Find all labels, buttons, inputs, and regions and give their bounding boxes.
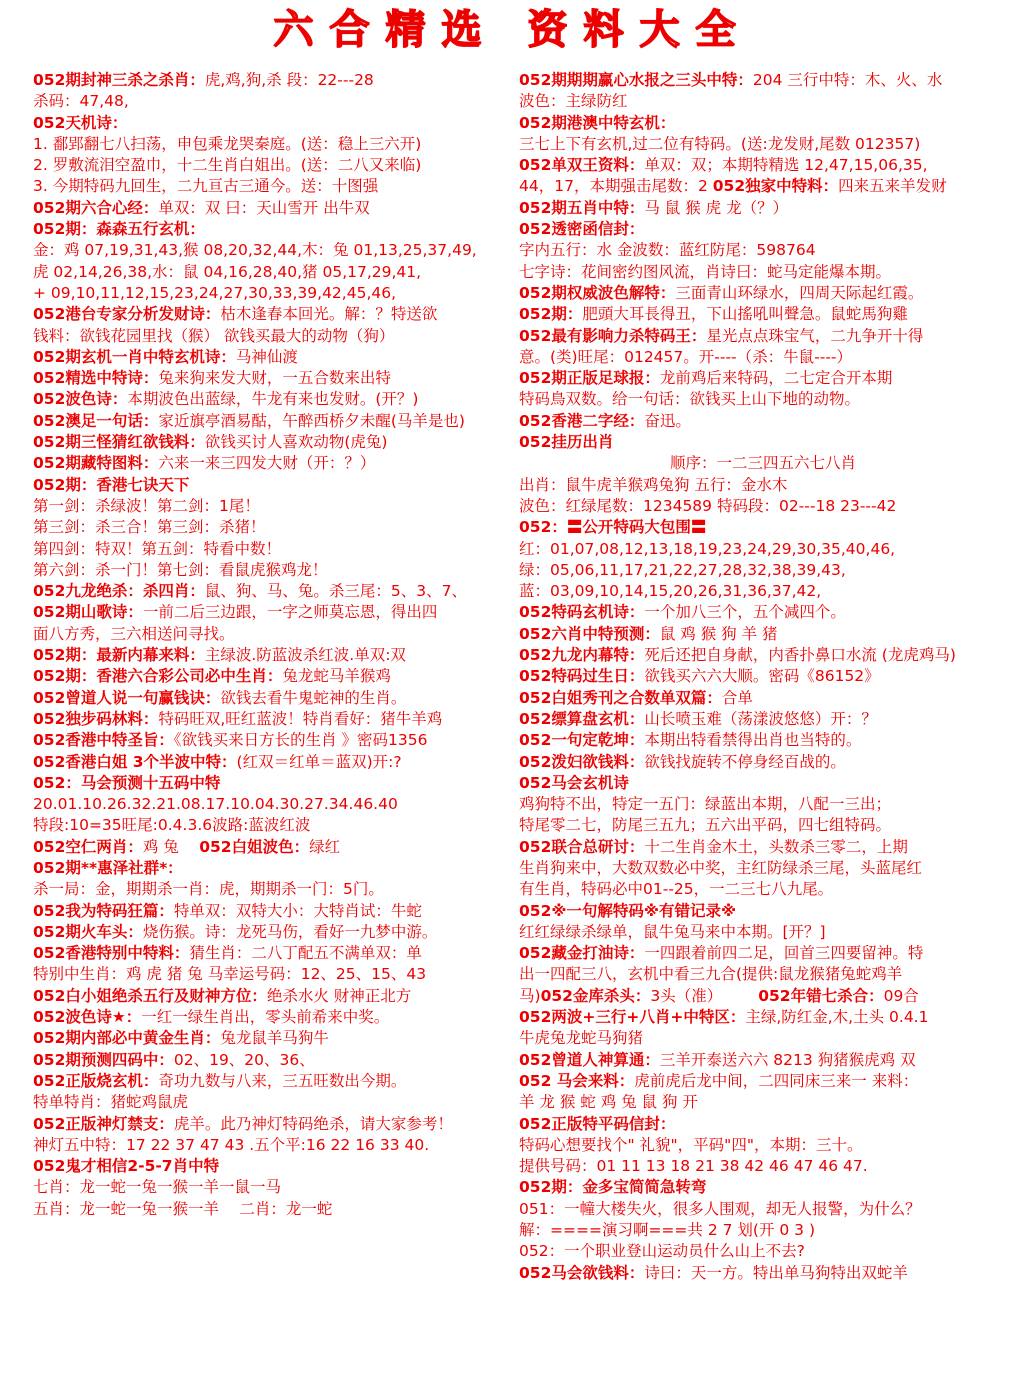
text-line	[33, 666, 521, 687]
text-line	[33, 794, 521, 815]
section-text: 字内五行：水 金波数：蓝红防尾：598764	[519, 241, 816, 260]
section-heading: 052精选中特诗：	[33, 369, 159, 388]
text-line	[519, 1241, 1007, 1262]
text-line	[519, 326, 1007, 347]
section-heading: 052期藏特图料：	[33, 454, 159, 473]
text-line	[519, 943, 1007, 964]
section-text: 顺序：一二三四五六七八肖	[669, 454, 856, 473]
section-text: 特单特肖：猪蛇鸡鼠虎	[33, 1093, 189, 1112]
text-line	[519, 815, 1007, 836]
text-line	[519, 368, 1007, 389]
text-line	[519, 240, 1007, 261]
text-line	[519, 858, 1007, 879]
section-text: 枯木逢春本回光。解：？特送欲	[220, 305, 438, 324]
section-heading: 052香港白姐 3个半波中特：	[33, 752, 237, 771]
text-line	[33, 688, 521, 709]
section-heading: 052曾道人说一句赢钱诀：	[33, 688, 221, 707]
text-line	[33, 326, 521, 347]
text-line	[519, 1135, 1007, 1156]
section-heading: 052正版神灯禁支：	[33, 1114, 174, 1133]
section-text: 六来一来三四发大财（开：？）	[158, 454, 376, 473]
section-text: 兔来狗来发大财，一五合数来出特	[158, 369, 391, 388]
section-heading: 052期玄机一肖中特玄机诗：	[33, 347, 236, 366]
section-text: 杀一局：金，期期杀一肖：虎，期期杀一门：5门。	[33, 880, 384, 899]
section-text: 1. 鄱郢翻七八扫荡，申包乘龙哭秦庭。(送：稳上三六开)	[33, 134, 422, 153]
section-heading: 052曾道人神算通：	[519, 1050, 660, 1069]
section-heading: 052期港澳中特玄机：	[519, 113, 676, 132]
section-heading: 052：〓公开特码大包围〓	[519, 518, 707, 537]
section-text: 204 三行中特：木、火、水	[752, 71, 943, 89]
section-text: 特别中生肖：鸡 虎 猪 兔 马幸运号码：12、25、15、43	[33, 965, 427, 984]
text-line	[33, 113, 521, 134]
text-line	[33, 304, 521, 325]
section-text: 合单	[721, 688, 753, 707]
text-line	[33, 517, 521, 538]
section-text: 虎,鸡,狗,杀 段：22---28	[204, 71, 374, 89]
section-heading: 052期正版足球报：	[519, 369, 660, 388]
text-line	[519, 198, 1007, 219]
section-heading: 052年错七杀合：	[758, 986, 884, 1005]
text-line	[33, 539, 521, 560]
text-line	[519, 560, 1007, 581]
section-heading: 052特码过生日：	[519, 667, 645, 686]
section-heading: 052马会玄机诗	[519, 773, 629, 792]
section-text: 意。(类)旺尾：012457。开----（杀：牛鼠----）	[519, 347, 853, 366]
section-text: 绿：05,06,11,17,21,22,27,28,32,38,39,43,	[519, 560, 846, 579]
text-line	[33, 496, 521, 517]
section-heading: 052※一句解特码※有错记录※	[519, 901, 737, 920]
text-line	[519, 1156, 1007, 1177]
section-text: 一前二后三边跟，一字之师莫忘恩，得出四	[142, 603, 438, 622]
text-line	[519, 879, 1007, 900]
section-text: 主绿波.防蓝波杀红波.单双:双	[204, 646, 406, 665]
text-line	[519, 389, 1007, 410]
section-heading: 052期五肖中特：	[519, 198, 645, 217]
text-line	[519, 688, 1007, 709]
section-text: 44，17，本期强击尾数：2	[519, 177, 713, 196]
text-line	[519, 730, 1007, 751]
section-text: 3头（准）	[650, 986, 759, 1005]
section-text: 死后还把自身献，内香扑鼻口水流 (龙虎鸡马)	[644, 646, 956, 665]
section-text: 奋迅。	[644, 411, 691, 430]
section-heading: 052最有影响力杀特码王：	[519, 326, 707, 345]
section-heading: 052期：香港七诀天下	[33, 475, 190, 494]
text-line	[33, 1156, 521, 1177]
text-line	[519, 91, 1007, 112]
text-line	[33, 943, 521, 964]
section-heading: 052香港二字经：	[519, 411, 645, 430]
section-text: 欲钱去看牛鬼蛇神的生肖。	[220, 688, 407, 707]
text-line	[33, 198, 521, 219]
section-text: 红：01,07,08,12,13,18,19,23,24,29,30,35,40,46,	[519, 539, 896, 558]
text-line	[33, 773, 521, 794]
section-text: 三七上下有玄机,过二位有特码。(送:龙发财,尾数 012357)	[519, 134, 921, 153]
text-line	[519, 283, 1007, 304]
text-line	[519, 837, 1007, 858]
section-heading: 052波色诗★：	[33, 1008, 142, 1027]
section-text: 20.01.10.26.32.21.08.17.10.04.30.27.34.46.40	[33, 795, 398, 814]
section-text: 红红绿绿杀绿单，鼠牛兔马来中本期。[开？]	[519, 922, 826, 941]
section-text: 主绿,防红金,木,土头 0.4.1	[745, 1008, 929, 1027]
section-text: 鸡狗特不出，特定一五门：绿蓝出本期，八配一三出；	[519, 795, 892, 814]
section-text: 诗曰：天一方。特出单马狗特出双蛇羊	[644, 1263, 908, 1282]
text-line	[33, 752, 521, 773]
section-heading: 052六肖中特预测：	[519, 624, 660, 643]
text-line	[519, 964, 1007, 985]
section-text: 鼠、狗、马、兔。杀三尾：5、3、7、	[204, 582, 467, 601]
section-heading: 052马会欲钱料：	[519, 1263, 645, 1282]
section-heading: 052期三怪猜红欲钱料：	[33, 433, 205, 452]
section-text: 02、19、20、36、	[173, 1050, 315, 1069]
section-text: 神灯五中特：17 22 37 47 43 .五个平:16 22 16 33 40.	[33, 1135, 430, 1154]
section-text: 特段:10=35旺尾:0.4.3.6波路:蓝波红波	[33, 816, 311, 835]
text-line	[519, 155, 1007, 176]
text-line	[33, 453, 521, 474]
section-heading: 052九龙绝杀：杀四肖：	[33, 582, 205, 601]
text-line	[33, 709, 521, 730]
section-text: 解：====演习啊===共 2 7 划(开 0 3 )	[519, 1221, 816, 1240]
section-text: 钱料：欲钱花园里找（猴） 欲钱买最大的动物（狗）	[33, 326, 395, 345]
section-text: 虎羊。此乃神灯特码绝杀，请大家参考！	[173, 1114, 453, 1133]
section-text: 特尾零二七，防尾三五九；五六出平码，四七组特码。	[519, 816, 892, 835]
text-line	[33, 1050, 521, 1071]
text-line	[519, 986, 1007, 1007]
section-text: 3. 今期特码九回生，二九亘古三通今。送：十图强	[33, 177, 379, 196]
section-text: 第一剑：杀绿波！第二剑：1尾！	[33, 496, 260, 515]
section-heading: 052泼妇欲钱料：	[519, 752, 645, 771]
section-heading: 052：马会预测十五码中特	[33, 773, 221, 792]
section-text: 第四剑：特双！第五剑：特看中数！	[33, 539, 282, 558]
section-text: 三羊开泰送六六 8213 狗猪猴虎鸡 双	[659, 1050, 916, 1069]
section-text: 兔龙鼠羊马狗牛	[220, 1029, 329, 1048]
section-heading: 052期预测四码中：	[33, 1050, 174, 1069]
text-line	[519, 1199, 1007, 1220]
text-line	[519, 176, 1007, 197]
section-text: 奇功九数与八来，三五旺数出今期。	[158, 1071, 407, 1090]
text-line	[33, 1092, 521, 1113]
section-heading: 052独步码林料：	[33, 709, 159, 728]
section-heading: 052澳足一句话：	[33, 411, 159, 430]
section-heading: 052独家中特料：	[712, 177, 839, 196]
section-heading: 052香港特别中特料：	[33, 944, 190, 963]
text-line	[519, 752, 1007, 773]
section-heading: 052白姐波色：	[199, 837, 310, 856]
section-text: 马 鼠 猴 虎 龙（？）	[644, 198, 789, 217]
text-line	[519, 602, 1007, 623]
left-column	[33, 70, 521, 1220]
section-text: 生肖狗来中，大数双数必中奖，主红防绿杀三尾，头蓝尾红	[519, 858, 923, 877]
section-text: 单双：双；本期特精选 12,47,15,06,35,	[644, 156, 928, 175]
text-line	[519, 219, 1007, 240]
section-heading: 052九龙内幕特：	[519, 646, 645, 665]
section-text: 052：一个职业登山运动员什么山上不去?	[519, 1242, 805, 1261]
section-text: 欲钱找旋转不停身经百战的。	[644, 752, 846, 771]
text-line	[33, 91, 521, 112]
section-text: 绿红	[309, 837, 341, 856]
text-line	[33, 411, 521, 432]
section-text: 鸡 兔	[142, 837, 200, 856]
section-text: 本期出特看禁得出肖也当特的。	[644, 731, 862, 750]
section-text: 欲钱买讨人喜欢动物(虎兔)	[204, 433, 388, 452]
text-line	[519, 1007, 1007, 1028]
section-text: 第六剑：杀一门！第七剑：看鼠虎猴鸡龙！	[33, 560, 328, 579]
section-text: 面八方秀，三六相送问寻找。	[33, 624, 235, 643]
text-line	[519, 1028, 1007, 1049]
section-text: 一四跟着前四二足，回首三四要留神。特	[644, 944, 924, 963]
section-heading: 052正版特平码信封：	[519, 1114, 676, 1133]
text-line	[33, 581, 521, 602]
section-heading: 052期：金多宝简简急转弯	[519, 1178, 707, 1197]
section-text: 马神仙渡	[235, 347, 298, 366]
text-line	[519, 475, 1007, 496]
section-heading: 052白小姐绝杀五行及财神方位：	[33, 986, 267, 1005]
text-line	[519, 794, 1007, 815]
text-line	[33, 624, 521, 645]
text-line	[519, 1220, 1007, 1241]
text-line	[519, 1050, 1007, 1071]
section-text: 五肖：龙一蛇一兔一猴一羊 二肖：龙一蛇	[33, 1199, 333, 1218]
text-line	[519, 581, 1007, 602]
text-line	[33, 155, 521, 176]
section-text: 特码心想要找个" 礼貌"，平码"四"，本期：三十。	[519, 1135, 863, 1154]
section-text: 051：一幢大楼失火，很多人围观，却无人报警，为什么？	[519, 1199, 921, 1218]
text-line	[33, 219, 521, 240]
text-line	[33, 964, 521, 985]
section-text: 一个加八三个，五个减四个。	[644, 603, 846, 622]
section-text: 特码鳥双数。给一句话：欲钱买上山下地的动物。	[519, 390, 861, 409]
section-heading: 052 马会来料：	[519, 1071, 635, 1090]
text-line	[519, 1071, 1007, 1092]
text-line	[33, 922, 521, 943]
section-heading: 052白姐秀刊之合数单双篇：	[519, 688, 722, 707]
section-text: 出一四配三八，玄机中看三九合(提供:鼠龙猴猪兔蛇鸡羊	[519, 965, 903, 984]
section-heading: 052缥算盘玄机：	[519, 709, 645, 728]
section-text: 波色：红绿尾数：1234589 特码段：02---18 23---42	[519, 496, 897, 515]
section-text: 特码旺双,旺红蓝波！特肖看好：猪牛羊鸡	[158, 709, 443, 728]
section-heading: 052挂历出肖	[519, 433, 614, 452]
section-text: 烧伤猴。诗：龙死马伤，看好一九梦中游。	[142, 922, 438, 941]
section-text: 09合	[883, 986, 919, 1005]
section-text: 一红一绿生肖出，零头前希来中奖。	[141, 1008, 390, 1027]
text-line	[519, 496, 1007, 517]
text-line	[33, 347, 521, 368]
text-line	[519, 1177, 1007, 1198]
section-text: (红双＝红单＝蓝双)开:?	[236, 752, 402, 771]
section-text: 单双：双 曰：天山雪开 出牛双	[158, 198, 370, 217]
text-line	[519, 134, 1007, 155]
section-text: 虎前虎后龙中间，二四同床三来一 来料：	[634, 1071, 919, 1090]
text-line	[519, 517, 1007, 538]
section-heading: 052香港中特圣旨：	[33, 731, 174, 750]
text-line	[519, 1092, 1007, 1113]
section-heading: 052期期期赢心水报之三头中特：	[519, 71, 753, 89]
text-line	[33, 901, 521, 922]
text-line	[519, 411, 1007, 432]
text-line	[519, 624, 1007, 645]
text-line	[519, 113, 1007, 134]
section-heading: 052波色诗：	[33, 390, 128, 409]
text-line	[519, 709, 1007, 730]
text-line	[33, 1071, 521, 1092]
section-heading: 052港台专家分析发财诗：	[33, 305, 221, 324]
section-text: 提供号码：01 11 13 18 21 38 42 46 47 46 47.	[519, 1157, 868, 1176]
text-line	[33, 986, 521, 1007]
section-text: 羊 龙 猴 蛇 鸡 兔 鼠 狗 开	[519, 1093, 698, 1112]
text-line	[33, 176, 521, 197]
text-line	[519, 539, 1007, 560]
section-heading: 052期**惠泽社群*：	[33, 858, 183, 877]
section-text: 家近旗亭酒易酤，午醉西桥夕未醒(马羊是也)	[158, 411, 465, 430]
section-heading: 052我为特码狂篇：	[33, 901, 174, 920]
text-line	[519, 922, 1007, 943]
section-heading: 052期：	[519, 305, 583, 324]
section-text: 猜生肖：二八丁配五不满单双：单	[189, 944, 422, 963]
text-line	[33, 1007, 521, 1028]
section-text: 有生肖，特码必中01--25，一二三七八九尾。	[519, 880, 834, 899]
section-text: 龙前鸡后来特码，二七定合开本期	[659, 369, 893, 388]
section-text: 四来五来羊发财	[838, 177, 947, 196]
page-title: 六合精选 资料大全	[273, 6, 752, 53]
section-heading: 052期内部必中黄金生肖：	[33, 1029, 221, 1048]
text-line	[33, 262, 521, 283]
section-heading: 052期：森森五行玄机：	[33, 220, 205, 239]
section-heading: 052藏金打油诗：	[519, 944, 645, 963]
text-line	[519, 347, 1007, 368]
text-line	[33, 730, 521, 751]
section-heading: 052鬼才相信2-5-7肖中特	[33, 1157, 220, 1176]
section-text: 欲钱买六六大顺。密码《86152》	[644, 667, 880, 686]
text-line	[33, 432, 521, 453]
section-heading: 052特码玄机诗：	[519, 603, 645, 622]
section-text: 特单双：双特大小：大特肖试：牛蛇	[173, 901, 422, 920]
text-line	[33, 815, 521, 836]
text-line	[33, 837, 521, 858]
text-line	[519, 666, 1007, 687]
section-text: 肥頭大耳長得丑，下山搖吼叫聲急。鼠蛇馬狗雞	[582, 305, 908, 324]
section-text: 山长喷玉难（荡漾波悠悠）开：？	[644, 709, 877, 728]
text-line	[519, 1114, 1007, 1135]
section-heading: 052两波+三行+八肖+中特区：	[519, 1008, 746, 1027]
text-line	[33, 1135, 521, 1156]
text-line	[33, 858, 521, 879]
text-line	[33, 368, 521, 389]
section-heading: 052正版烧玄机：	[33, 1071, 159, 1090]
section-heading: 052联合总研讨：	[519, 837, 645, 856]
text-line	[519, 1263, 1007, 1284]
text-line	[519, 645, 1007, 666]
text-line	[33, 240, 521, 261]
section-heading: 052期：香港六合彩公司必中生肖：	[33, 667, 283, 686]
text-line	[519, 901, 1007, 922]
section-heading: 052期六合心经：	[33, 198, 159, 217]
section-text: 波色：主绿防红	[519, 92, 628, 111]
section-heading: 052期山歌诗：	[33, 603, 143, 622]
section-text: 蓝：03,09,10,14,15,20,26,31,36,37,42,	[519, 582, 822, 601]
text-line	[33, 1028, 521, 1049]
text-line	[33, 1114, 521, 1135]
section-text: 2. 罗敷流泪空盈巾，十二生肖白姐出。(送：二八又来临)	[33, 156, 422, 175]
section-text: + 09,10,11,12,15,23,24,27,30,33,39,42,45,46,	[33, 283, 397, 302]
section-text: 《欲钱买来日方长的生肖 》密码1356	[173, 731, 428, 750]
text-line	[519, 262, 1007, 283]
section-text: 兔龙蛇马羊猴鸡	[282, 667, 391, 686]
section-text: 第三剑：杀三合！第三剑：杀猪！	[33, 518, 266, 537]
text-line	[33, 560, 521, 581]
section-text: 本期波色出蓝绿，牛龙有来也发财。(开？)	[127, 390, 419, 409]
section-heading: 052期火车头：	[33, 922, 143, 941]
section-text: 绝杀水火 财神正北方	[266, 986, 412, 1005]
text-line	[33, 602, 521, 623]
section-text: 鼠 鸡 猴 狗 羊 猪	[659, 624, 778, 643]
text-line	[519, 453, 1007, 474]
section-text: 金：鸡 07,19,31,43,猴 08,20,32,44,木：兔 01,13,25,37,49,	[33, 241, 477, 260]
text-line	[519, 773, 1007, 794]
text-line	[33, 283, 521, 304]
section-heading: 052单双王资料：	[519, 156, 645, 175]
section-heading: 052天机诗：	[33, 113, 128, 132]
text-line	[33, 1199, 521, 1220]
text-line	[33, 645, 521, 666]
section-heading: 052透密函信封：	[519, 220, 645, 239]
text-line	[33, 389, 521, 410]
text-line	[519, 432, 1007, 453]
text-line	[519, 304, 1007, 325]
section-text: 虎 02,14,26,38,水：鼠 04,16,28,40,猪 05,17,29,41,	[33, 262, 422, 281]
right-column	[519, 70, 1007, 1284]
text-line	[33, 879, 521, 900]
text-line	[33, 475, 521, 496]
section-heading: 052期封神三杀之杀肖：	[33, 71, 205, 89]
text-line	[33, 1177, 521, 1198]
section-heading: 052期权威波色解特：	[519, 283, 676, 302]
section-text: 马)	[519, 986, 541, 1005]
section-text: 牛虎兔龙蛇马狗猪	[519, 1029, 644, 1048]
section-text: 杀码：47,48,	[33, 92, 129, 111]
section-text: 三面青山环绿水，四周天际起红霞。	[675, 283, 924, 302]
section-text: 十二生肖金木土，头数杀三零二，上期	[644, 837, 908, 856]
section-heading: 052金库杀头：	[540, 986, 651, 1005]
section-heading: 052一句定乾坤：	[519, 731, 645, 750]
text-line	[519, 70, 1007, 91]
text-line	[33, 134, 521, 155]
text-line	[33, 70, 521, 91]
section-heading: 052期：最新内幕来料：	[33, 646, 205, 665]
section-text: 出肖：鼠牛虎羊猴鸡兔狗 五行：金水木	[519, 475, 788, 494]
section-heading: 052空仁两肖：	[33, 837, 143, 856]
section-text: 七字诗：花间密约图风流，肖诗曰：蛇马定能爆本期。	[519, 262, 892, 281]
section-text: 星光点点珠宝气，二九争开十得	[706, 326, 924, 345]
section-text: 七肖：龙一蛇一兔一猴一羊一鼠一马	[33, 1178, 282, 1197]
